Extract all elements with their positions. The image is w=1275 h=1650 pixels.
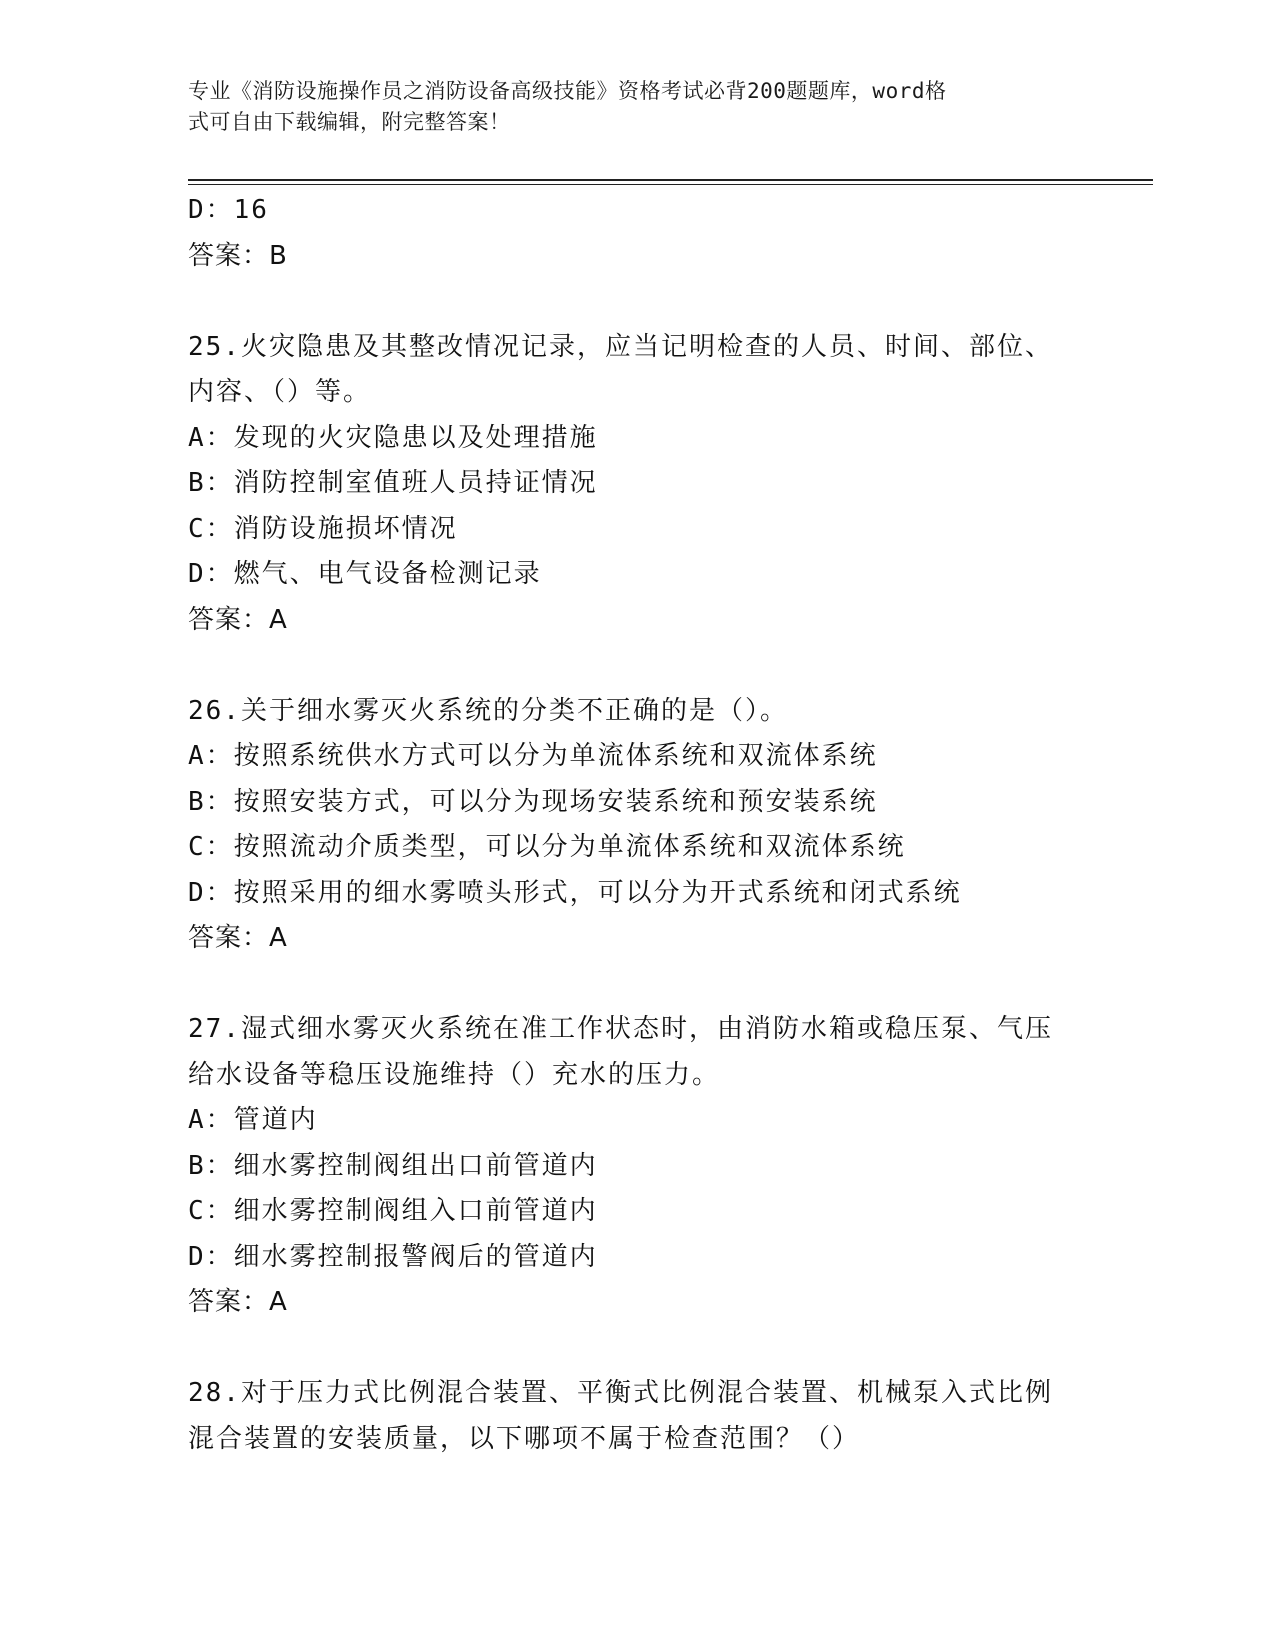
- option-a: A：按照系统供水方式可以分为单流体系统和双流体系统: [188, 741, 878, 771]
- question-stem-line: 26.关于细水雾灭火系统的分类不正确的是（）。: [188, 695, 788, 726]
- question-26: [188, 689, 1088, 962]
- question-27: [188, 1007, 1088, 1326]
- question-stem-line: 内容、（）等。: [188, 377, 372, 407]
- spacer: [188, 962, 1088, 1008]
- previous-question-tail: [188, 188, 1088, 279]
- option-d: D：16: [188, 195, 269, 225]
- option-c: C：按照流动介质类型，可以分为单流体系统和双流体系统: [188, 832, 906, 862]
- answer-line: 答案：A: [188, 923, 288, 953]
- option-d: D：燃气、电气设备检测记录: [188, 559, 542, 589]
- question-stem-line: 混合装置的安装质量，以下哪项不属于检查范围？（）: [188, 1423, 861, 1454]
- option-d: D：细水雾控制报警阀后的管道内: [188, 1241, 598, 1272]
- spacer: [188, 1326, 1088, 1372]
- option-b: B：按照安装方式，可以分为现场安装系统和预安装系统: [188, 786, 878, 817]
- option-c: C：细水雾控制阀组入口前管道内: [188, 1196, 598, 1226]
- option-d: D：按照采用的细水雾喷头形式，可以分为开式系统和闭式系统: [188, 877, 962, 908]
- question-list: [188, 188, 1088, 1462]
- question-25: [188, 325, 1088, 644]
- option-a: A：管道内: [188, 1105, 318, 1135]
- spacer: [188, 643, 1088, 689]
- option-a: A：发现的火灾隐患以及处理措施: [188, 422, 598, 453]
- question-28: [188, 1371, 1088, 1462]
- option-b: B：细水雾控制阀组出口前管道内: [188, 1150, 598, 1181]
- option-b: B：消防控制室值班人员持证情况: [188, 468, 598, 498]
- question-stem-line: 27.湿式细水雾灭火系统在准工作状态时，由消防水箱或稳压泵、气压: [188, 1014, 1053, 1044]
- option-c: C：消防设施损坏情况: [188, 513, 458, 544]
- document-header: [188, 76, 1068, 138]
- header-line-1: 专业《消防设施操作员之消防设备高级技能》资格考试必背200题题库，word格: [188, 79, 947, 103]
- answer-line: 答案：B: [188, 240, 288, 271]
- answer-line: 答案：A: [188, 1287, 288, 1317]
- question-stem-line: 28.对于压力式比例混合装置、平衡式比例混合装置、机械泵入式比例: [188, 1378, 1053, 1408]
- header-line-2: 式可自由下载编辑，附完整答案！: [188, 110, 511, 134]
- header-divider-thin: [188, 184, 1153, 185]
- question-stem-line: 给水设备等稳压设施维持（）充水的压力。: [188, 1059, 721, 1090]
- header-divider-thick: [188, 179, 1153, 181]
- answer-line: 答案：A: [188, 604, 288, 635]
- question-stem-line: 25.火灾隐患及其整改情况记录，应当记明检查的人员、时间、部位、: [188, 331, 1053, 362]
- spacer: [188, 279, 1088, 325]
